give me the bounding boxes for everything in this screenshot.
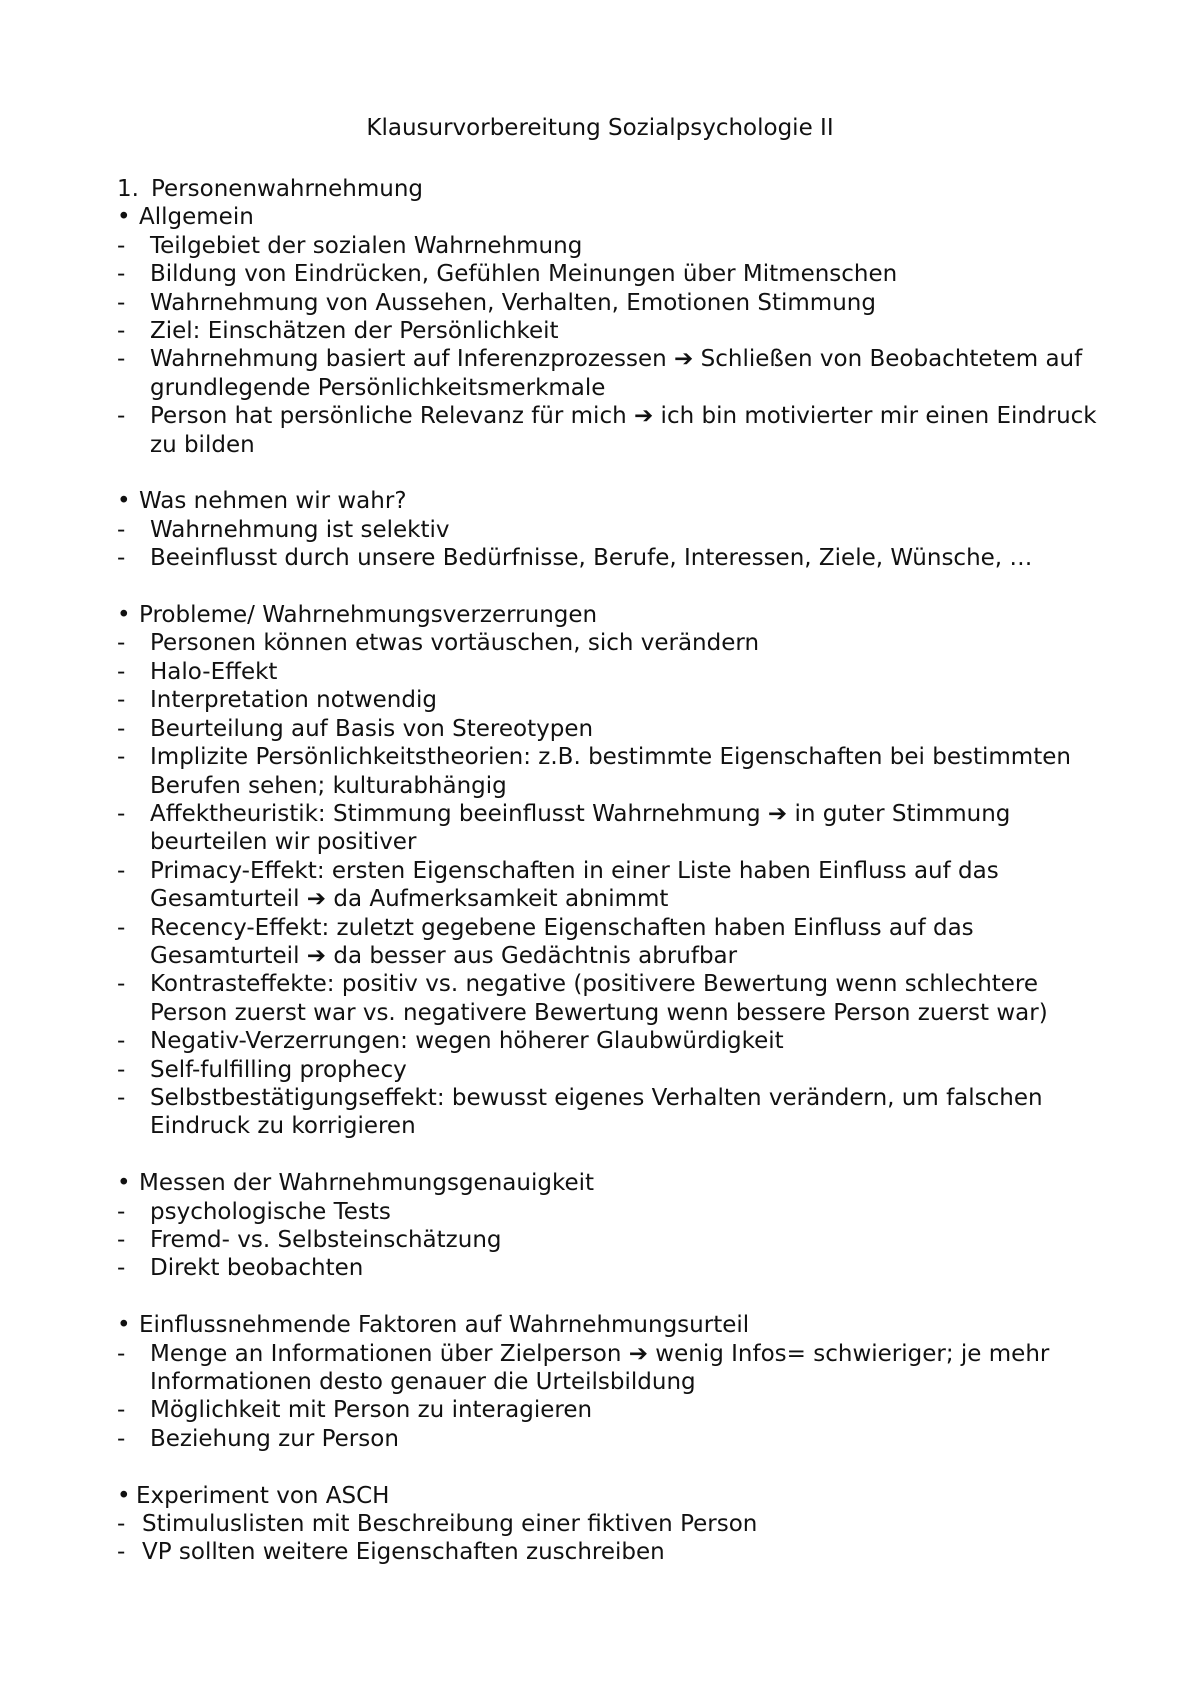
list-item-text: Möglichkeit mit Person zu interagieren (150, 1397, 593, 1424)
list-item (117, 743, 1107, 800)
list-item (117, 629, 1107, 657)
list-item (117, 232, 1107, 260)
subsection-heading (117, 1311, 1107, 1339)
list-item (117, 857, 1107, 914)
bullet-icon: • (117, 602, 131, 629)
dash-icon: - (117, 715, 126, 742)
dash-icon: - (117, 1425, 126, 1452)
subsection-heading (117, 487, 1107, 515)
document-title: Klausurvorbereitung Sozialpsychologie II (366, 115, 834, 141)
dash-icon: - (117, 1539, 126, 1566)
subsection-heading (117, 601, 1107, 629)
list-item-text: Direkt beobachten (150, 1255, 364, 1282)
list-item (117, 1056, 1107, 1084)
list-item-text: Personen können etwas vortäuschen, sich verändern (150, 630, 760, 657)
subsection-was-nehmen-wir-wahr (117, 487, 1107, 572)
list-item-text: Wahrnehmung ist selektiv (150, 516, 450, 543)
list-item-text: Menge an Informationen über Zielperson ➔ wenig Infos= schwieriger; je mehr Informationen desto genauer die Urteilsbildung (150, 1340, 1057, 1395)
section-heading (117, 175, 1107, 203)
dash-icon: - (117, 516, 126, 543)
dash-icon: - (117, 687, 126, 714)
list-item (117, 914, 1107, 971)
list-item-text: Recency-Effekt: zuletzt gegebene Eigenschaften haben Einfluss auf das Gesamturteil ➔ da besser aus Gedächtnis abrufbar (150, 914, 981, 969)
dash-icon: - (117, 971, 126, 998)
dash-icon: - (117, 1198, 126, 1225)
dash-icon: - (117, 1226, 126, 1253)
list-item (117, 1084, 1107, 1141)
list-item (117, 1254, 1107, 1282)
list-item-text: psychologische Tests (150, 1198, 391, 1225)
subsection-heading-label: Allgemein (139, 204, 254, 231)
dash-icon: - (117, 318, 126, 345)
list-item-text: Affektheuristik: Stimmung beeinflusst Wahrnehmung ➔ in guter Stimmung beurteilen wir positiver (150, 800, 1018, 856)
subsection-heading (117, 1169, 1107, 1197)
list-item-text: Wahrnehmung basiert auf Inferenzprozessen ➔ Schließen von Beobachtetem auf grundlegende Persönlichkeitsmerkmale (150, 346, 1090, 401)
dash-icon: - (117, 914, 126, 941)
list-item (117, 345, 1107, 402)
list-item (117, 260, 1107, 288)
list-item (117, 516, 1107, 544)
dash-icon: - (117, 261, 126, 288)
list-item-text: Fremd- vs. Selbsteinschätzung (150, 1226, 502, 1253)
list-item (117, 1538, 1107, 1566)
list-item-text: Beurteilung auf Basis von Stereotypen (150, 715, 594, 742)
subsection-heading-label: Was nehmen wir wahr? (139, 488, 407, 515)
list-item (117, 658, 1107, 686)
subsection-heading-label: Experiment von ASCH (136, 1482, 390, 1509)
dash-icon: - (117, 1340, 126, 1367)
bullet-icon: • (117, 488, 131, 515)
list-item-text: Person hat persönliche Relevanz für mich ➔ ich bin motivierter mir einen Eindruck zu bilden (150, 403, 1104, 458)
subsection-einflussnehmende-faktoren (117, 1311, 1107, 1453)
list-item (117, 715, 1107, 743)
list-item (117, 1425, 1107, 1453)
subsection-heading-label: Messen der Wahrnehmungsgenauigkeit (139, 1170, 595, 1197)
list-item (117, 289, 1107, 317)
document-body (117, 175, 1107, 1567)
dash-icon: - (117, 800, 126, 827)
dash-icon: - (117, 545, 126, 572)
dash-icon: - (117, 1255, 126, 1282)
dash-icon: - (117, 289, 126, 316)
bullet-icon: • (117, 1312, 131, 1339)
subsection-heading (117, 203, 1107, 231)
list-item-text: VP sollten weitere Eigenschaften zuschreiben (142, 1539, 665, 1566)
dash-icon: - (117, 630, 126, 657)
list-item-text: Teilgebiet der sozialen Wahrnehmung (150, 232, 583, 259)
dash-icon: - (117, 658, 126, 685)
list-item-text: Interpretation notwendig (150, 687, 437, 714)
list-item-text: Selbstbestätigungseffekt: bewusst eigenes Verhalten verändern, um falschen Eindruck zu korrigieren (150, 1084, 1050, 1140)
list-item (117, 1510, 1107, 1538)
dash-icon: - (117, 857, 126, 884)
subsection-probleme (117, 601, 1107, 1141)
subsection-messen (117, 1169, 1107, 1283)
list-item (117, 686, 1107, 714)
section-number: 1. (117, 176, 139, 202)
subsection-allgemein (117, 203, 1107, 459)
list-item-text: Kontrasteffekte: positiv vs. negative (positivere Bewertung wenn schlechtere Person zuerst war vs. negativere Bewertung wenn bessere Person zuerst war) (150, 971, 1048, 1026)
list-item-text: Wahrnehmung von Aussehen, Verhalten, Emotionen Stimmung (150, 289, 876, 316)
list-item-text: Beziehung zur Person (150, 1425, 399, 1452)
dash-icon: - (117, 1511, 126, 1538)
subsection-heading-label: Einflussnehmende Faktoren auf Wahrnehmungsurteil (139, 1312, 750, 1339)
list-item (117, 1027, 1107, 1055)
list-item (117, 402, 1107, 459)
dash-icon: - (117, 1028, 126, 1055)
list-item-text: Stimuluslisten mit Beschreibung einer fiktiven Person (142, 1511, 758, 1538)
dash-icon: - (117, 346, 126, 373)
dash-icon: - (117, 744, 126, 771)
list-item (117, 1226, 1107, 1254)
dash-icon: - (117, 403, 126, 430)
list-item (117, 800, 1107, 857)
subsection-heading (117, 1482, 1107, 1510)
list-item (117, 970, 1107, 1027)
list-item-text: Bildung von Eindrücken, Gefühlen Meinungen über Mitmenschen (150, 261, 898, 288)
list-item-text: Ziel: Einschätzen der Persönlichkeit (150, 318, 559, 345)
bullet-icon: • (117, 204, 131, 231)
section-heading-label: Personenwahrnehmung (151, 176, 424, 202)
list-item-text: Implizite Persönlichkeitstheorien: z.B. bestimmte Eigenschaften bei bestimmten Berufen sehen; kulturabhängig (150, 744, 1079, 799)
bullet-icon: • (117, 1170, 131, 1197)
subsection-experiment-asch (117, 1482, 1107, 1567)
list-item (117, 1198, 1107, 1226)
list-item-text: Primacy-Effekt: ersten Eigenschaften in einer Liste haben Einfluss auf das Gesamturteil ➔ da Aufmerksamkeit abnimmt (150, 857, 1007, 913)
list-item-text: Self-fulfilling prophecy (150, 1056, 407, 1083)
bullet-icon: • (117, 1482, 131, 1509)
list-item (117, 317, 1107, 345)
list-item (117, 1396, 1107, 1424)
dash-icon: - (117, 1084, 126, 1111)
dash-icon: - (117, 232, 126, 259)
list-item-text: Halo-Effekt (150, 658, 278, 685)
dash-icon: - (117, 1056, 126, 1083)
list-item (117, 544, 1107, 572)
list-item (117, 1340, 1107, 1397)
list-item-text: Beeinflusst durch unsere Bedürfnisse, Berufe, Interessen, Ziele, Wünsche, … (150, 545, 1033, 572)
dash-icon: - (117, 1397, 126, 1424)
subsection-heading-label: Probleme/ Wahrnehmungsverzerrungen (139, 602, 598, 629)
list-item-text: Negativ-Verzerrungen: wegen höherer Glaubwürdigkeit (150, 1028, 784, 1055)
